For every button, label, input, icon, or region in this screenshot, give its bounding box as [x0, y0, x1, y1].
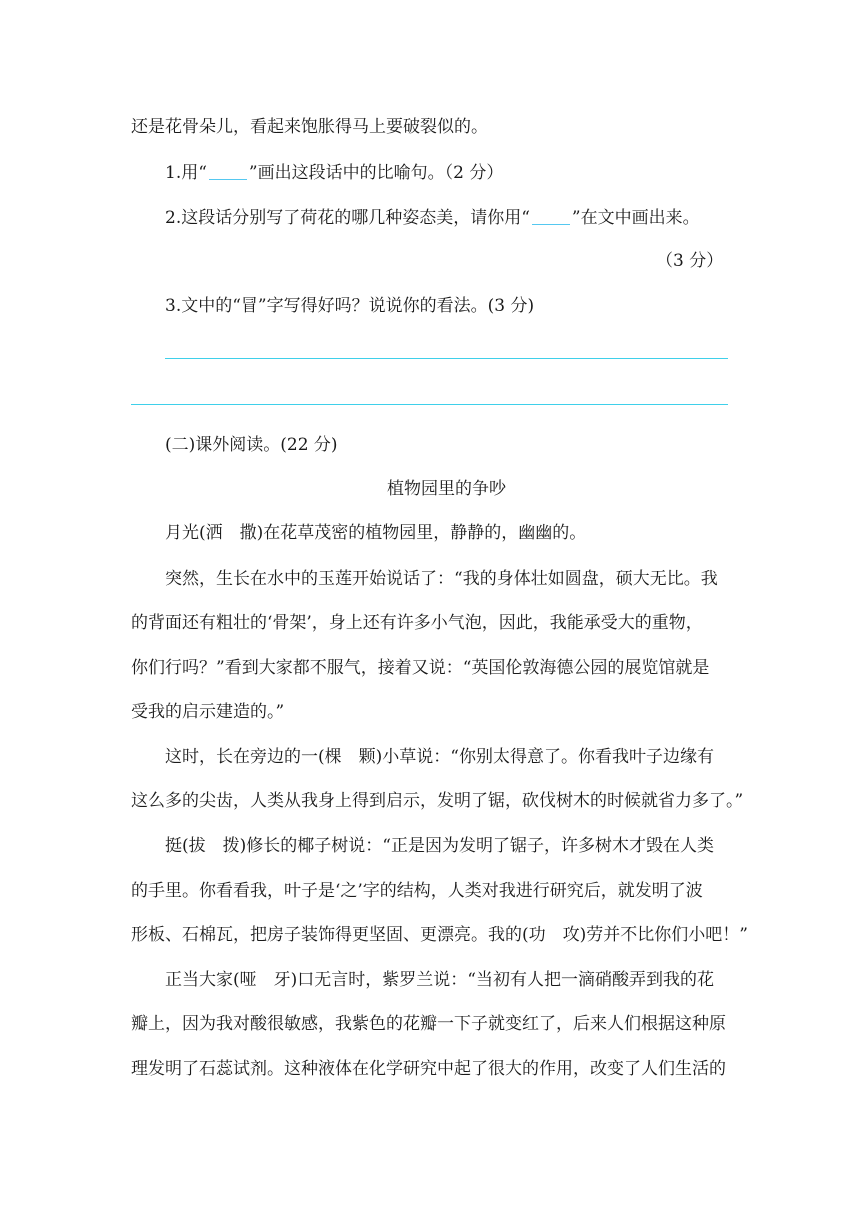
question-3: 3.文中的“冒”字写得好吗？说说你的看法。(3 分): [165, 296, 535, 316]
question-2-after: ”在文中画出来。: [571, 208, 700, 228]
question-2-score: （3 分）: [656, 251, 724, 271]
passage-line: 理发明了石蕊试剂。这种液体在化学研究中起了很大的作用，改变了人们生活的: [131, 1059, 726, 1079]
passage-line: 瓣上，因为我对酸很敏感，我紫色的花瓣一下子就变红了，后来人们根据这种原: [131, 1014, 726, 1034]
paragraph-continuation: 还是花骨朵儿，看起来饱胀得马上要破裂似的。: [131, 117, 488, 137]
passage-line: 月光(洒 撒)在花草茂密的植物园里，静静的，幽幽的。: [165, 523, 587, 543]
question-2: [165, 206, 700, 229]
passage-line: 正当大家(哑 牙)口无言时，紫罗兰说：“当初有人把一滴硝酸弄到我的花: [165, 970, 714, 990]
passage-line: 的手里。你看看我，叶子是‘之’字的结构，人类对我进行研究后，就发明了波: [131, 881, 703, 901]
section-heading: (二)课外阅读。(22 分): [165, 435, 338, 455]
answer-line-1[interactable]: [165, 358, 728, 359]
passage-line: 你们行吗？”看到大家都不服气，接着又说：“英国伦敦海德公园的展览馆就是: [131, 658, 710, 678]
passage-line: 突然，生长在水中的玉莲开始说话了：“我的身体壮如圆盘，硕大无比。我: [165, 569, 718, 589]
passage-title: 植物园里的争吵: [387, 479, 506, 499]
passage-line: 这时，长在旁边的一(棵 颗)小草说：“你别太得意了。你看我叶子边缘有: [165, 747, 714, 767]
passage-line: 这么多的尖齿，人类从我身上得到启示，发明了锯，砍伐树木的时候就省力多了。”: [131, 791, 744, 811]
passage-line: 形板、石棉瓦，把房子装饰得更坚固、更漂亮。我的(功 攻)劳并不比你们小吧！”: [131, 925, 748, 945]
question-1-after: ”画出这段话中的比喻句。（2 分）: [248, 163, 504, 183]
question-1: [165, 161, 503, 184]
passage-line: 受我的启示建造的。”: [131, 702, 285, 722]
question-1-before: 1.用“: [165, 163, 207, 183]
passage-line: 的背面还有粗壮的‘骨架’，身上还有许多小气泡，因此，我能承受大的重物，: [131, 613, 703, 633]
underline-sample: [532, 206, 570, 225]
question-2-before: 2.这段话分别写了荷花的哪几种姿态美，请你用“: [165, 208, 530, 228]
passage-line: 挺(拔 拨)修长的椰子树说：“正是因为发明了锯子，许多树木才毁在人类: [165, 836, 714, 856]
underline-sample: [209, 161, 247, 180]
answer-line-2[interactable]: [131, 404, 728, 405]
